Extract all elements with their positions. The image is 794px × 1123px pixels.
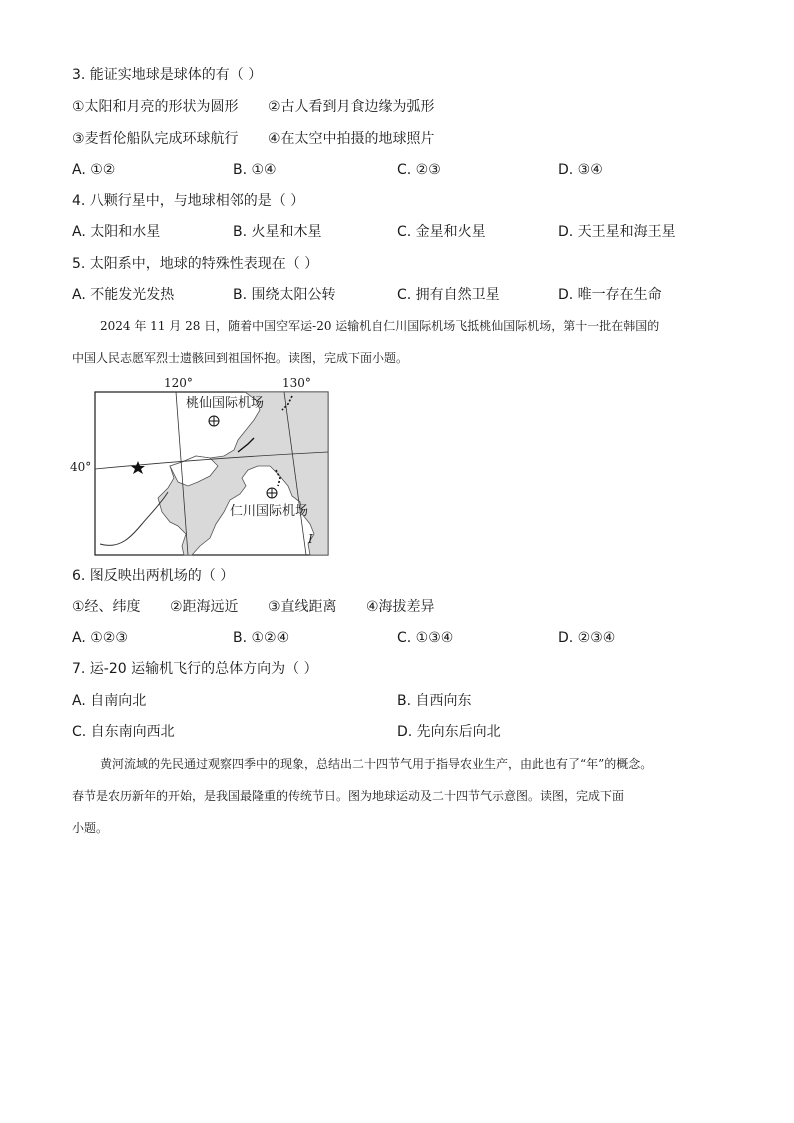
q3-statement-4: ④在太空中拍摄的地球照片 [268, 131, 435, 147]
q5-option-a: A. 不能发光发热 [72, 287, 175, 303]
question-6-stem: 6. 图反映出两机场的（ ） [72, 568, 235, 584]
q6-statement-1: ①经、纬度 [72, 599, 141, 615]
passage-1 [72, 310, 732, 374]
longitude-120-label: 120° [164, 376, 193, 390]
passage-1-line-2: 中国人民志愿军烈士遗骸回到祖国怀抱。读图，完成下面小题。 [72, 351, 409, 365]
map-figure [70, 374, 332, 558]
q4-option-a: A. 太阳和水星 [72, 224, 161, 240]
q6-option-b: B. ①②④ [233, 630, 290, 646]
q4-option-c: C. 金星和火星 [397, 224, 486, 240]
q3-option-c: C. ②③ [397, 162, 441, 178]
longitude-130-label: 130° [282, 376, 311, 390]
latitude-40-label: 40° [70, 460, 92, 474]
question-4-stem: 4. 八颗行星中，与地球相邻的是（ ） [72, 193, 305, 209]
passage-1-line-1: 2024 年 11 月 28 日，随着中国空军运-20 运输机自仁川国际机场飞抵桃仙国际机场，第十一批在韩国的 [100, 319, 660, 333]
taoxian-airport-icon [209, 416, 219, 426]
passage-2-line-1: 黄河流域的先民通过观察四季中的现象，总结出二十四节气用于指导农业生产，由此也有了“年”的概念。 [100, 757, 653, 771]
q6-option-d: D. ②③④ [558, 630, 616, 646]
passage-2-line-3: 小题。 [72, 821, 109, 835]
q3-option-a: A. ①② [72, 162, 116, 178]
q7-option-a: A. 自南向北 [72, 693, 147, 709]
q4-option-b: B. 火星和木星 [233, 224, 322, 240]
passage-2-line-2: 春节是农历新年的开始，是我国最隆重的传统节日。图为地球运动及二十四节气示意图。读图，完成下面 [72, 789, 625, 803]
incheon-airport-label: 仁川国际机场 [230, 504, 309, 519]
q3-option-b: B. ①④ [233, 162, 277, 178]
passage-2 [72, 748, 732, 844]
q6-statement-4: ④海拔差异 [366, 599, 435, 615]
q5-option-b: B. 围绕太阳公转 [233, 287, 336, 303]
q6-statement-2: ②距海远近 [170, 599, 239, 615]
incheon-airport-icon [267, 488, 277, 498]
q3-statement-3: ③麦哲伦船队完成环球航行 [72, 131, 239, 147]
q6-statement-3: ③直线距离 [268, 599, 337, 615]
q5-option-d: D. 唯一存在生命 [558, 287, 662, 303]
question-7-stem: 7. 运-20 运输机飞行的总体方向为（ ） [72, 661, 318, 677]
q7-option-d: D. 先向东后向北 [397, 724, 501, 740]
q7-option-c: C. 自东南向西北 [72, 724, 175, 740]
q7-option-b: B. 自西向东 [397, 693, 472, 709]
q4-option-d: D. 天王星和海王星 [558, 224, 676, 240]
question-3-stem: 3. 能证实地球是球体的有（ ） [72, 67, 263, 83]
north-marker: I [308, 532, 313, 546]
taoxian-airport-label: 桃仙国际机场 [186, 396, 265, 411]
q3-statement-2: ②古人看到月食边缘为弧形 [268, 99, 435, 115]
q3-statement-1: ①太阳和月亮的形状为圆形 [72, 99, 239, 115]
question-5-stem: 5. 太阳系中，地球的特殊性表现在（ ） [72, 256, 319, 272]
q6-option-c: C. ①③④ [397, 630, 454, 646]
q6-option-a: A. ①②③ [72, 630, 128, 646]
q5-option-c: C. 拥有自然卫星 [397, 287, 500, 303]
q3-option-d: D. ③④ [558, 162, 603, 178]
